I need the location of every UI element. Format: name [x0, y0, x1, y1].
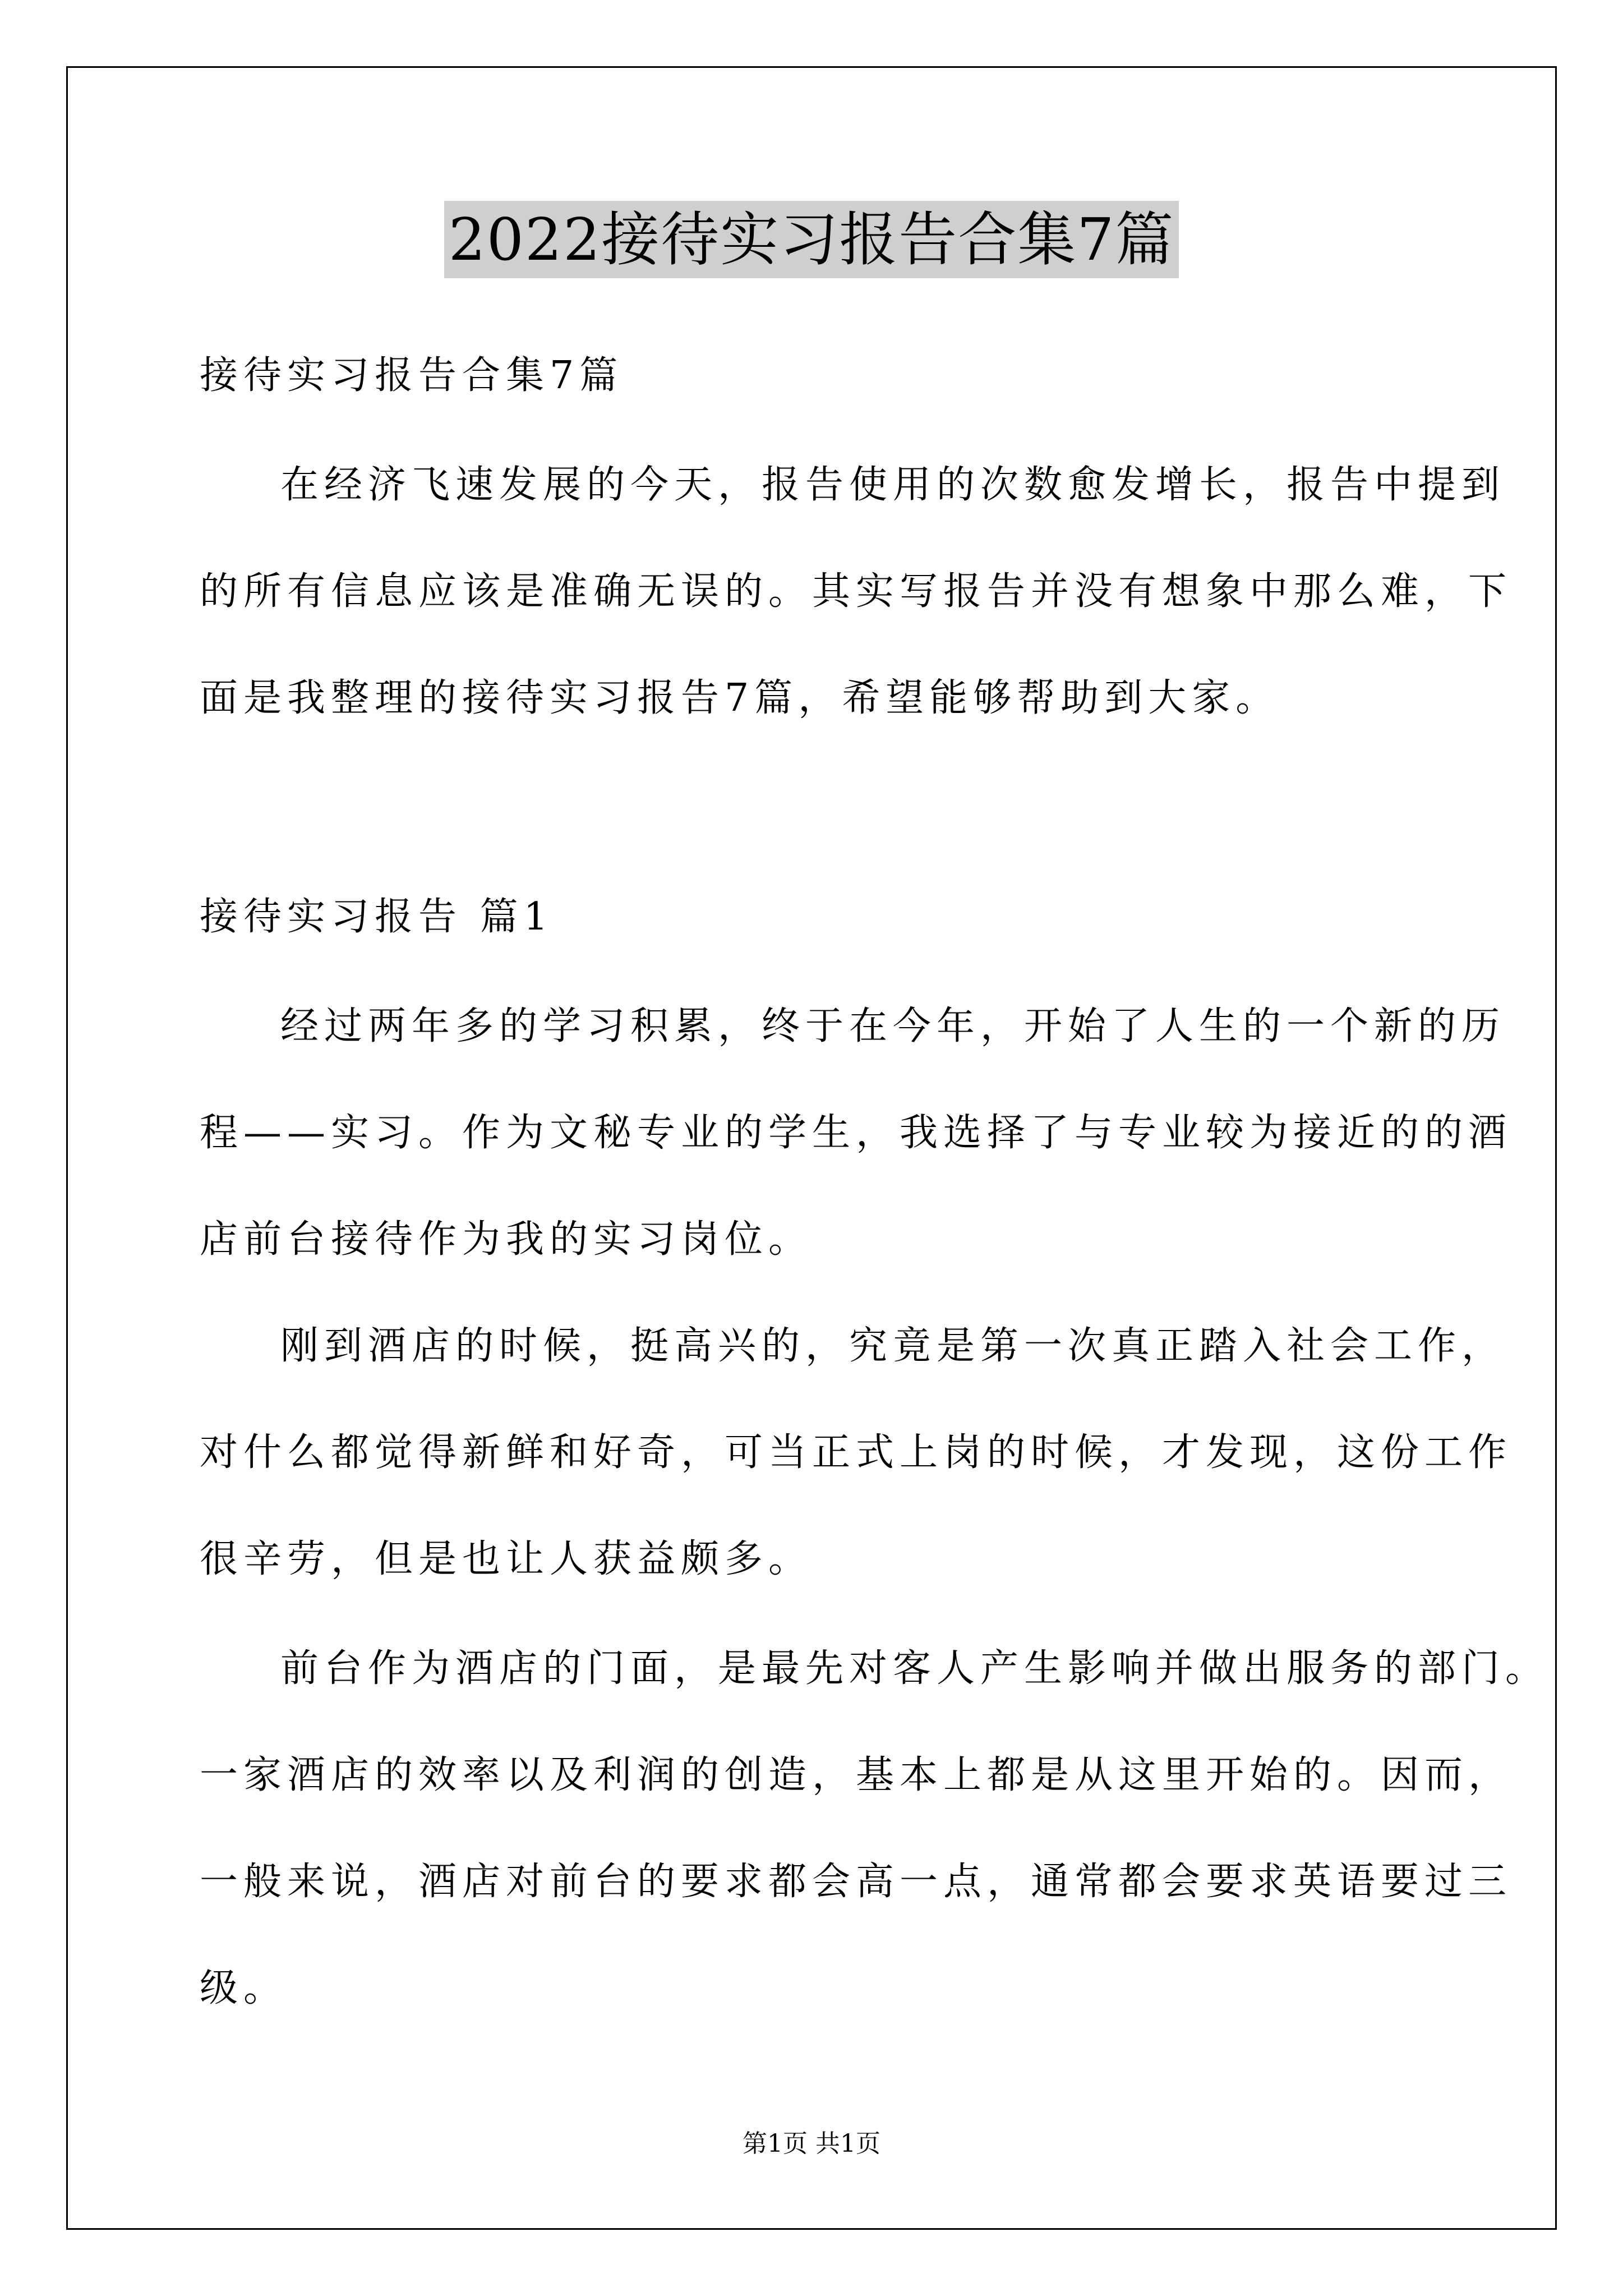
body-line-7: 前台作为酒店的门面，是最先对客人产生影响并做出服务的部门。 [280, 1646, 1550, 1691]
title-container [0, 201, 1623, 278]
intro-line-2: 的所有信息应该是准确无误的。其实写报告并没有想象中那么难，下 [200, 569, 1513, 614]
body-line-1: 经过两年多的学习积累，终于在今年，开始了人生的一个新的历 [280, 1004, 1506, 1048]
body-line-5: 对什么都觉得新鲜和好奇，可当正式上岗的时候，才发现，这份工作 [200, 1430, 1513, 1475]
body-line-4: 刚到酒店的时候，挺高兴的，究竟是第一次真正踏入社会工作， [280, 1324, 1506, 1368]
body-line-6: 很辛劳，但是也让人获益颇多。 [200, 1537, 813, 1581]
document-title: 2022接待实习报告合集7篇 [444, 201, 1179, 278]
body-line-10: 级。 [200, 1966, 288, 2010]
document-subtitle: 接待实习报告合集7篇 [200, 353, 624, 398]
body-line-9: 一般来说，酒店对前台的要求都会高一点，通常都会要求英语要过三 [200, 1860, 1513, 1904]
page-footer: 第1页 共1页 [743, 2129, 880, 2158]
section-heading: 接待实习报告 篇1 [200, 895, 554, 939]
intro-line-1: 在经济飞速发展的今天，报告使用的次数愈发增长，报告中提到 [280, 463, 1506, 507]
body-line-2: 程——实习。作为文秘专业的学生，我选择了与专业较为接近的的酒 [200, 1111, 1513, 1155]
body-line-3: 店前台接待作为我的实习岗位。 [200, 1217, 813, 1262]
body-line-8: 一家酒店的效率以及利润的创造，基本上都是从这里开始的。因而， [200, 1753, 1513, 1797]
intro-line-3: 面是我整理的接待实习报告7篇，希望能够帮助到大家。 [200, 676, 1280, 720]
